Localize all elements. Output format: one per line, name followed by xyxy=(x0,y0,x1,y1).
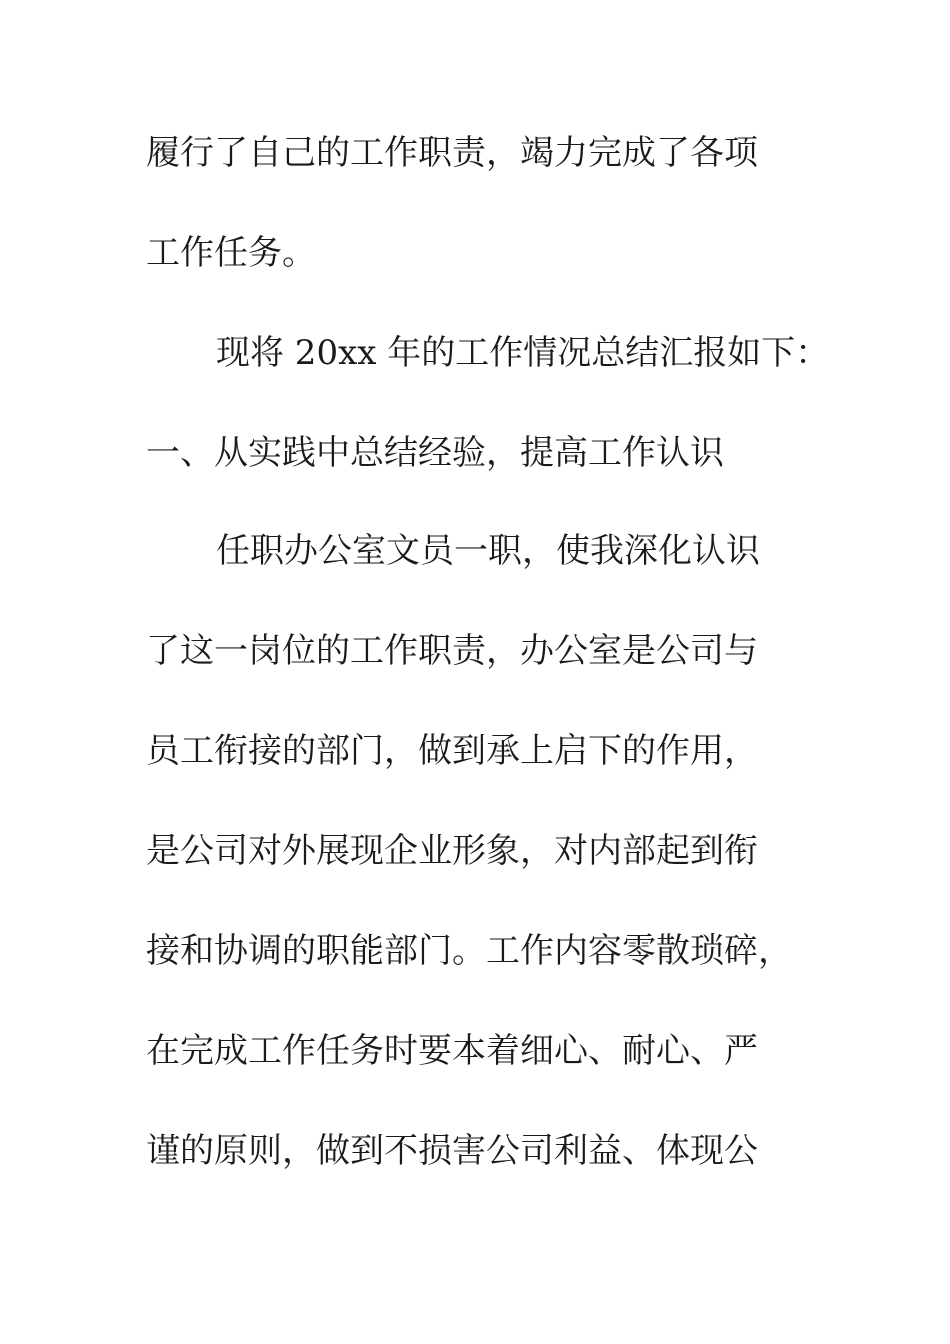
body-text-line: 在完成工作任务时要本着细心、耐心、严 xyxy=(146,1031,758,1071)
body-text-line: 员工衔接的部门，做到承上启下的作用， xyxy=(146,731,758,771)
body-text-line: 工作任务。 xyxy=(146,233,316,273)
body-text-line: 了这一岗位的工作职责，办公室是公司与 xyxy=(146,631,758,671)
body-text-line: 是公司对外展现企业形象，对内部起到衔 xyxy=(146,831,758,871)
section-heading: 一、从实践中总结经验，提高工作认识 xyxy=(146,433,724,473)
body-text-line: 接和协调的职能部门。工作内容零散琐碎， xyxy=(146,931,792,971)
body-text-line: 履行了自己的工作职责，竭力完成了各项 xyxy=(146,133,758,173)
paragraph-first-line: 现将 20xx 年的工作情况总结汇报如下： xyxy=(216,333,830,373)
paragraph-first-line: 任职办公室文员一职，使我深化认识 xyxy=(216,531,760,571)
body-text-line: 谨的原则，做到不损害公司利益、体现公 xyxy=(146,1131,758,1171)
